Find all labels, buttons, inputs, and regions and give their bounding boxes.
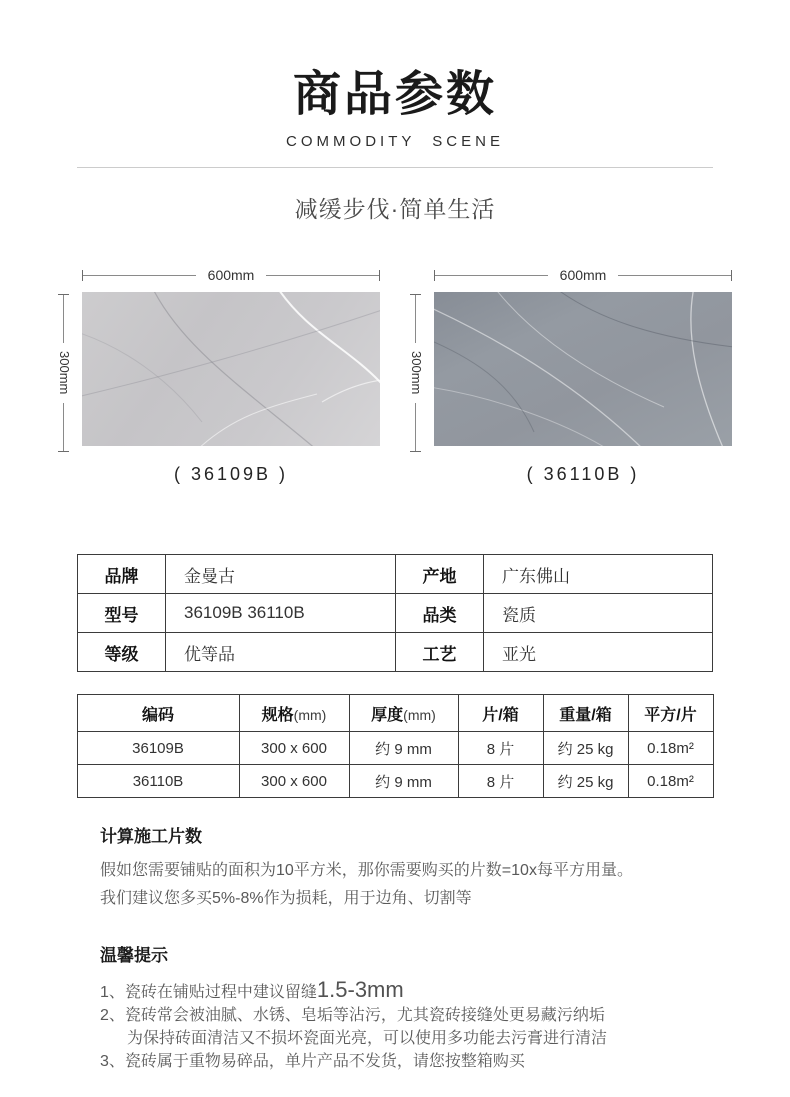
dimension-line	[618, 275, 731, 276]
spec-header-thickness: 厚度(mm)	[349, 695, 458, 732]
spec-cell: 36110B	[77, 765, 239, 798]
spec-header-weight-per-box: 重量/箱	[543, 695, 628, 732]
dimension-line	[63, 295, 64, 343]
height-dimension-label: 300mm	[57, 351, 72, 395]
dimension-line	[435, 275, 548, 276]
dimension-tick	[731, 270, 732, 281]
info-value-model: 36109B 36110B	[166, 594, 396, 633]
product-info-table	[77, 554, 713, 672]
spec-cell: 约 25 kg	[543, 732, 628, 765]
product-parameters-page	[0, 68, 790, 1097]
info-value-category: 瓷质	[484, 594, 713, 633]
tips-section	[100, 941, 710, 1073]
product-code-caption: ( 36110B )	[526, 464, 640, 484]
product-figure-36110b	[410, 266, 732, 494]
dimension-line	[266, 275, 379, 276]
dimension-tick	[410, 451, 421, 452]
info-value-origin: 广东佛山	[484, 555, 713, 594]
tip-item-2: 2、瓷砖常会被油腻、水锈、皂垢等沾污，尤其瓷砖接缝处更易藏污纳垢	[100, 1007, 605, 1024]
info-value-grade: 优等品	[166, 633, 396, 672]
spec-cell: 300 x 600	[239, 732, 349, 765]
dimension-tick	[379, 270, 380, 281]
tip-item-1-text: 1、瓷砖在铺贴过程中建议留缝	[100, 984, 317, 1001]
calc-section-heading: 计算施工片数	[100, 827, 202, 846]
spec-cell: 36109B	[77, 732, 239, 765]
tile-image-36109b	[82, 292, 380, 446]
info-label-grade: 等级	[78, 633, 166, 672]
info-value-finish: 亚光	[484, 633, 713, 672]
dimension-line	[83, 275, 196, 276]
width-dimension-label: 600mm	[207, 267, 255, 283]
tagline: 减缓步伐·简单生活	[294, 196, 496, 222]
product-code-caption: ( 36109B )	[173, 464, 289, 484]
width-dimension	[82, 266, 380, 292]
spec-cell: 8 片	[458, 732, 543, 765]
height-dimension-label: 300mm	[409, 351, 424, 395]
tip-item-3: 3、瓷砖属于重物易碎品，单片产品不发货，请您按整箱购买	[100, 1053, 525, 1070]
page-subtitle: COMMODITY SCENE	[286, 133, 504, 150]
dimension-line	[415, 403, 416, 451]
calc-line-2: 我们建议您多买5%-8%作为损耗，用于边角、切割等	[100, 890, 472, 907]
dimension-line	[63, 403, 64, 451]
table-row	[77, 732, 713, 765]
product-spec-table	[77, 694, 714, 798]
height-dimension	[58, 294, 70, 452]
spec-header-size: 规格(mm)	[239, 695, 349, 732]
info-label-category: 品类	[396, 594, 484, 633]
spec-header-code: 编码	[77, 695, 239, 732]
table-row	[77, 765, 713, 798]
calc-section	[100, 822, 710, 913]
spec-cell: 约 9 mm	[349, 732, 458, 765]
height-dimension	[410, 294, 422, 452]
spec-header-sqm-per-piece: 平方/片	[628, 695, 713, 732]
marble-veins	[82, 292, 380, 446]
table-row	[78, 555, 713, 594]
info-label-finish: 工艺	[396, 633, 484, 672]
header-divider	[77, 167, 713, 168]
table-row	[78, 594, 713, 633]
spec-header-pieces-per-box: 片/箱	[458, 695, 543, 732]
spec-cell: 约 9 mm	[349, 765, 458, 798]
tip-item-1-highlight: 1.5-3mm	[316, 977, 404, 1002]
product-swatches	[0, 266, 790, 494]
info-label-origin: 产地	[396, 555, 484, 594]
marble-veins	[434, 292, 732, 446]
dimension-line	[415, 295, 416, 343]
spec-cell: 0.18m²	[628, 765, 713, 798]
tips-section-heading: 温馨提示	[100, 946, 168, 965]
tip-item-2-continued: 为保持砖面清洁又不损坏瓷面光亮，可以使用多功能去污膏进行清洁	[127, 1030, 608, 1047]
info-label-model: 型号	[78, 594, 166, 633]
product-figure-36109b	[58, 266, 380, 494]
dimension-tick	[58, 451, 69, 452]
spec-cell: 300 x 600	[239, 765, 349, 798]
info-label-brand: 品牌	[78, 555, 166, 594]
info-value-brand: 金曼古	[166, 555, 396, 594]
table-row	[78, 633, 713, 672]
tip-item-1	[100, 978, 710, 1004]
calc-line-1: 假如您需要铺贴的面积为10平方米，那你需要购买的片数=10x每平方用量。	[100, 862, 633, 879]
width-dimension-label: 600mm	[559, 267, 607, 283]
spec-cell: 0.18m²	[628, 732, 713, 765]
spec-cell: 8 片	[458, 765, 543, 798]
tile-image-36110b	[434, 292, 732, 446]
width-dimension	[434, 266, 732, 292]
spec-cell: 约 25 kg	[543, 765, 628, 798]
header	[0, 68, 790, 224]
page-title: 商品参数	[292, 68, 497, 121]
table-header-row	[77, 695, 713, 732]
